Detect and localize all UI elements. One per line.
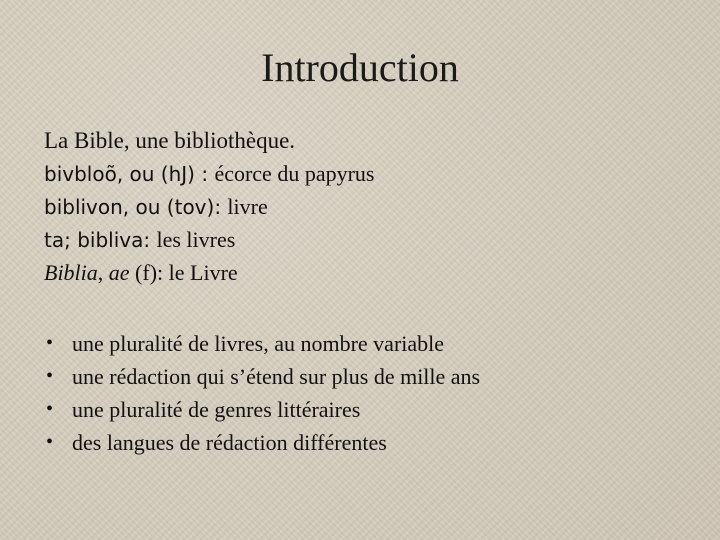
bullet-icon: • [46,398,54,420]
greek-separator-2: : [214,195,228,219]
greek-definition-2: livre [227,194,268,219]
bullet-icon: • [46,365,54,387]
latin-gender: (f) [129,260,158,285]
greek-term-3: ta; bibliva [44,228,144,252]
greek-separator-3: : [143,228,157,252]
greek-line-2 [44,190,684,223]
bullet-item [44,426,684,459]
slide-title: Introduction [261,45,459,90]
greek-term-1: bivbloõ, ou (hJ) [44,162,195,186]
bullet-icon: • [46,332,54,354]
bullet-text: des langues de rédaction différentes [72,430,387,455]
bullet-text: une rédaction qui s’étend sur plus de mille ans [72,364,481,389]
heading-text: La Bible, une bibliothèque. [44,128,296,153]
latin-word: Biblia [44,260,98,285]
latin-line [44,256,684,289]
latin-definition: le Livre [168,260,238,285]
latin-genitive: ae [108,260,130,285]
latin-separator-2: : [157,260,169,285]
heading-line [44,124,684,157]
latin-separator: , [97,260,109,285]
bullet-item [44,327,684,360]
bullet-text: une pluralité de genres littéraires [72,397,361,422]
greek-term-2: biblivon, ou (tov) [44,195,215,219]
content-lines [44,124,684,289]
bullet-list [44,327,684,459]
greek-line-1 [44,157,684,190]
bullet-item [44,393,684,426]
greek-definition-1: écorce du papyrus [214,161,375,186]
bullet-icon: • [46,431,54,453]
bullet-item [44,360,684,393]
greek-definition-3: les livres [156,227,236,252]
bullet-text: une pluralité de livres, au nombre variable [72,331,445,356]
greek-separator-1: : [194,162,215,186]
greek-line-3 [44,223,684,256]
